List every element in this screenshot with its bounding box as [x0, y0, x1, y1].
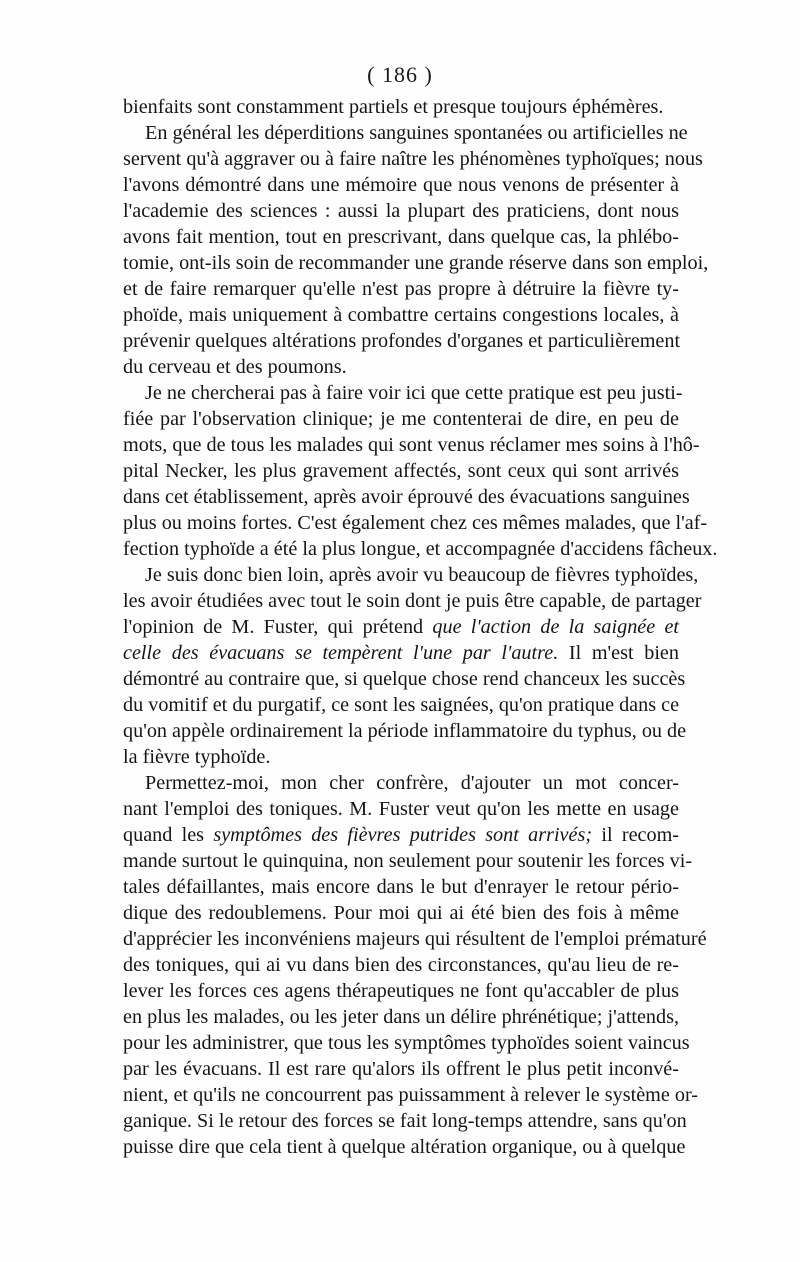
line-text: pital Necker, les plus gravement affectés, sont ceux qui sont arrivés [123, 460, 679, 482]
line-text: bienfaits sont constamment partiels et presque toujours éphémères. [123, 96, 664, 118]
line-text: Je suis donc bien loin, après avoir vu beaucoup de fièvres typhoïdes, [145, 564, 699, 586]
line-text: mande surtout le quinquina, non seulement pour soutenir les forces vi- [123, 850, 693, 872]
line-text: plus ou moins fortes. C'est également chez ces mêmes malades, que l'af- [123, 512, 708, 534]
text-line [123, 770, 679, 796]
text-line [123, 1004, 679, 1030]
line-text: nient, et qu'ils ne concourrent pas puissamment à relever le système or- [123, 1084, 699, 1106]
text-line [123, 1056, 679, 1082]
text-line [123, 978, 679, 1004]
line-text-after: il recom- [592, 824, 680, 846]
line-text: lever les forces ces agens thérapeutiques ne font qu'accabler de plus [123, 980, 679, 1002]
text-line [123, 224, 679, 250]
line-text: avons fait mention, tout en prescrivant, dans quelque cas, la phlébo- [123, 226, 679, 248]
text-line [123, 146, 703, 172]
line-text: Je ne chercherai pas à faire voir ici que cette pratique est peu justi- [145, 382, 683, 404]
line-text: tales défaillantes, mais encore dans le but d'enrayer le retour pério- [123, 876, 679, 898]
text-line [123, 250, 709, 276]
line-text: des toniques, qui ai vu dans bien des circonstances, qu'au lieu de re- [123, 954, 679, 976]
line-text: et de faire remarquer qu'elle n'est pas propre à détruire la fièvre ty- [123, 278, 679, 300]
text-line [123, 328, 679, 354]
text-line [123, 926, 707, 952]
text-line [123, 640, 679, 666]
line-text: phoïde, mais uniquement à combattre certains congestions locales, à [123, 304, 679, 326]
line-text: en plus les malades, ou les jeter dans un délire phrénétique; j'attends, [123, 1006, 679, 1028]
text-line [123, 120, 688, 146]
italic-quote: symptômes des fièvres putrides sont arrivés; [213, 824, 593, 846]
line-text: puisse dire que cela tient à quelque altération organique, ou à quelque [123, 1136, 686, 1158]
text-line [123, 562, 699, 588]
text-line [123, 900, 679, 926]
text-line [123, 458, 679, 484]
text-line [123, 1108, 687, 1134]
text-line [123, 1082, 699, 1108]
text-line [123, 614, 679, 640]
line-text: l'opinion de M. Fuster, qui prétend [123, 616, 424, 638]
text-line [123, 380, 683, 406]
text-line [123, 484, 690, 510]
text-line [123, 172, 679, 198]
line-text: prévenir quelques altérations profondes d'organes et particulièrement [123, 330, 681, 352]
line-text: quand les [123, 824, 205, 846]
text-line [123, 874, 679, 900]
italic-quote: celle des évacuans se tempèrent l'une par l'autre. [123, 642, 559, 664]
line-text: les avoir étudiées avec tout le soin dont je puis être capable, de partager [123, 590, 702, 612]
line-text: pour les administrer, que tous les symptômes typhoïdes soient vaincus [123, 1032, 690, 1054]
text-line [123, 848, 693, 874]
line-text: dans cet établissement, après avoir éprouvé des évacuations sanguines [123, 486, 690, 508]
text-line [123, 276, 679, 302]
line-text: mots, que de tous les malades qui sont venus réclamer mes soins à l'hô- [123, 434, 700, 456]
line-text: du cerveau et des poumons. [123, 356, 347, 378]
text-line [123, 1134, 686, 1160]
line-text: nant l'emploi des toniques. M. Fuster veut qu'on les mette en usage [123, 798, 679, 820]
text-line [123, 952, 679, 978]
line-text: démontré au contraire que, si quelque chose rend chanceux les succès [123, 668, 686, 690]
body-text [123, 94, 718, 1160]
line-text: fiée par l'observation clinique; je me contenterai de dire, en peu de [123, 408, 679, 430]
line-text: fection typhoïde a été la plus longue, et accompagnée d'accidens fâcheux. [123, 538, 718, 560]
line-text: servent qu'à aggraver ou à faire naître les phénomènes typhoïques; nous [123, 148, 703, 170]
text-line [123, 536, 718, 562]
text-line [123, 94, 679, 120]
text-line [123, 822, 679, 848]
line-text: du vomitif et du purgatif, ce sont les saignées, qu'on pratique dans ce [123, 694, 680, 716]
text-line [123, 588, 702, 614]
line-text: dique des redoublemens. Pour moi qui ai été bien des fois à même [123, 902, 679, 924]
line-text: Permettez-moi, mon cher confrère, d'ajouter un mot concer- [145, 772, 679, 794]
line-text: En général les déperditions sanguines spontanées ou artificielles ne [145, 122, 688, 144]
text-line [123, 198, 679, 224]
line-text: l'academie des sciences : aussi la plupart des praticiens, dont nous [123, 200, 679, 222]
text-line [123, 302, 679, 328]
text-line [123, 744, 679, 770]
line-text: qu'on appèle ordinairement la période inflammatoire du typhus, ou de [123, 720, 687, 742]
text-line [123, 406, 679, 432]
line-text: ganique. Si le retour des forces se fait long-temps attendre, sans qu'on [123, 1110, 687, 1132]
page-number: ( 186 ) [367, 62, 433, 87]
text-line [123, 432, 700, 458]
line-text: la fièvre typhoïde. [123, 746, 271, 768]
text-line [123, 796, 679, 822]
line-text-after: Il m'est bien [558, 642, 679, 664]
line-text: l'avons démontré dans une mémoire que nous venons de présenter à [123, 174, 679, 196]
line-text: d'apprécier les inconvéniens majeurs qui résultent de l'emploi prématuré [123, 928, 707, 950]
line-text: par les évacuans. Il est rare qu'alors ils offrent le plus petit inconvé- [123, 1058, 679, 1080]
text-line [123, 1030, 690, 1056]
text-line [123, 666, 686, 692]
line-text: tomie, ont-ils soin de recommander une grande réserve dans son emploi, [123, 252, 709, 274]
text-line [123, 510, 708, 536]
text-line [123, 354, 679, 380]
italic-quote: que l'action de la saignée et [432, 616, 680, 638]
text-line [123, 692, 679, 718]
text-line [123, 718, 687, 744]
